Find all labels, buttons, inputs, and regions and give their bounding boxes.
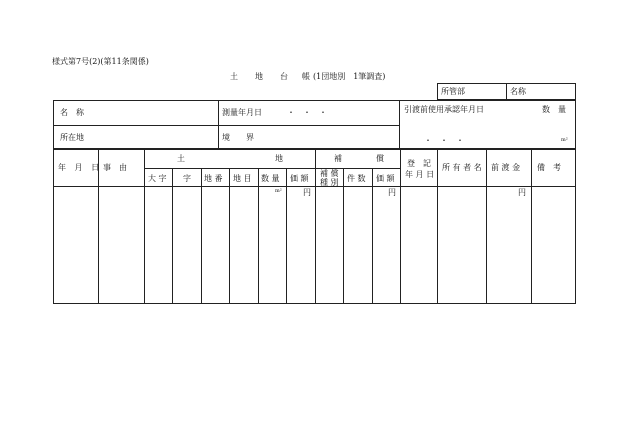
remarks-header: 備 考 bbox=[537, 163, 561, 172]
unit-area: m² bbox=[275, 188, 282, 194]
col-line-4 bbox=[201, 168, 202, 304]
boundary-label: 境 界 bbox=[222, 133, 254, 142]
owner-header: 所 有 者 名 bbox=[442, 163, 482, 172]
subheader-land-category: 地 目 bbox=[233, 174, 252, 183]
transfer-date-dots: ・ ・ ・ bbox=[424, 136, 464, 145]
col-line-7 bbox=[286, 168, 287, 304]
office-divider bbox=[506, 83, 507, 100]
name-label: 名 称 bbox=[60, 108, 84, 117]
title-char-4: 帳 bbox=[302, 72, 310, 81]
info-row-divider bbox=[53, 125, 399, 126]
subheader-oaza: 大 字 bbox=[148, 174, 167, 183]
subheader-land-value: 価 額 bbox=[290, 174, 309, 183]
land-header-right: 地 bbox=[275, 154, 283, 163]
info-area-unit: m² bbox=[561, 137, 568, 143]
office-name-label: 名称 bbox=[510, 87, 526, 96]
subheader-line bbox=[144, 168, 400, 169]
col-line-8 bbox=[315, 149, 316, 304]
event-header: 事 由 bbox=[103, 163, 127, 172]
title-suffix: (1団地別 1筆調査) bbox=[313, 72, 386, 81]
registration-header-2: 年 月 日 bbox=[405, 170, 435, 179]
quantity-label: 数 量 bbox=[542, 105, 566, 114]
info-col-divider-2 bbox=[399, 100, 400, 149]
transfer-date-label: 引渡前使用承認年月日 bbox=[404, 105, 484, 114]
title-char-2: 地 bbox=[255, 72, 263, 81]
subheader-quantity: 数 量 bbox=[261, 174, 280, 183]
col-line-12 bbox=[437, 149, 438, 304]
subheader-aza: 字 bbox=[183, 174, 191, 183]
land-header-left: 土 bbox=[177, 154, 185, 163]
subheader-lot-number: 地 番 bbox=[204, 174, 223, 183]
col-line-14 bbox=[531, 149, 532, 304]
info-col-divider-1 bbox=[218, 100, 219, 149]
col-line-3 bbox=[172, 168, 173, 304]
unit-yen-prepaid: 円 bbox=[518, 188, 526, 197]
col-line-1 bbox=[98, 149, 99, 304]
comp-header-right: 償 bbox=[376, 154, 384, 163]
unit-yen-comp: 円 bbox=[388, 188, 396, 197]
subheader-count: 件 数 bbox=[347, 174, 366, 183]
subheader-comp-value: 価 額 bbox=[376, 174, 395, 183]
comp-header-left: 補 bbox=[334, 154, 342, 163]
col-line-10 bbox=[372, 168, 373, 304]
col-line-9 bbox=[343, 168, 344, 304]
col-line-2 bbox=[144, 149, 145, 304]
date-header: 年 月 日 bbox=[58, 163, 103, 172]
survey-date-dots: ・ ・ ・ bbox=[287, 108, 327, 117]
unit-yen-land: 円 bbox=[303, 188, 311, 197]
form-number: 様式第7号(2)(第11条関係) bbox=[52, 57, 149, 66]
prepaid-header: 前 渡 金 bbox=[491, 163, 521, 172]
col-line-13 bbox=[486, 149, 487, 304]
col-line-6 bbox=[258, 168, 259, 304]
jurisdiction-label: 所管部 bbox=[441, 87, 465, 96]
col-line-5 bbox=[229, 168, 230, 304]
survey-date-label: 測量年月日 bbox=[222, 108, 262, 117]
col-line-11 bbox=[400, 149, 401, 304]
subheader-comp-type: 補 償 種 別 bbox=[320, 169, 339, 187]
title-char-3: 台 bbox=[280, 72, 288, 81]
location-label: 所在地 bbox=[60, 133, 84, 142]
registration-header-1: 登 記 bbox=[407, 159, 431, 168]
title-char-1: 土 bbox=[230, 72, 238, 81]
